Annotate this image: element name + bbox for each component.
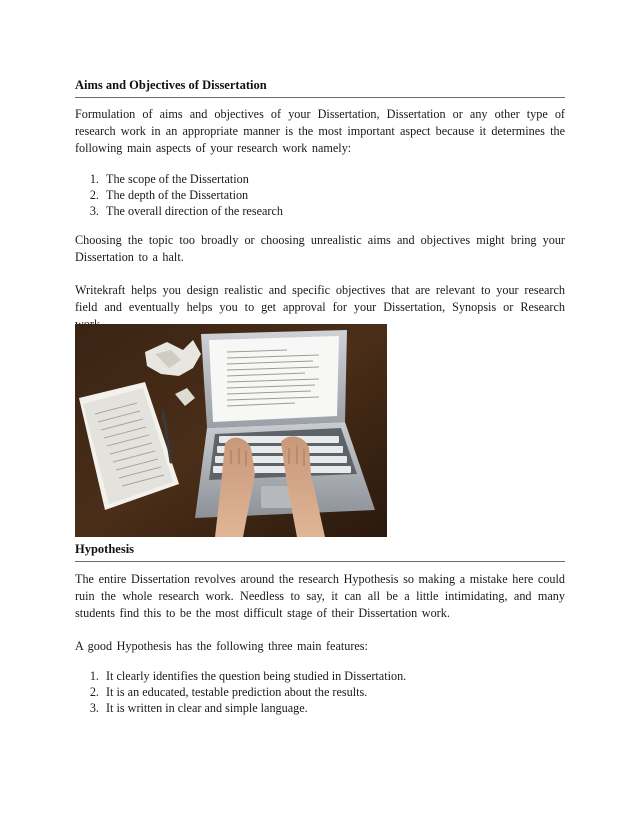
hypothesis-paragraph-2: A good Hypothesis has the following three main features: <box>75 639 368 653</box>
aims-section <box>75 78 565 333</box>
list-item: 2. The depth of the Dissertation <box>102 187 565 203</box>
list-item: 1. It clearly identifies the question being studied in Dissertation. <box>102 668 565 684</box>
list-item: 3. The overall direction of the research <box>102 203 565 219</box>
aims-heading: Aims and Objectives of Dissertation <box>75 78 565 98</box>
aims-intro-paragraph: Formulation of aims and objectives of your Dissertation, Dissertation or any other type of research work in an appropriate manner is the most important aspect because it determines the following main aspects of your research work namely: <box>75 107 565 155</box>
list-item: 1. The scope of the Dissertation <box>102 171 565 187</box>
aims-paragraph-2: Choosing the topic too broadly or choosing unrealistic aims and objectives might bring your Dissertation to a halt. <box>75 233 565 264</box>
list-item: 2. It is an educated, testable prediction about the results. <box>102 684 565 700</box>
hypothesis-list <box>75 668 565 716</box>
hypothesis-heading: Hypothesis <box>75 542 565 562</box>
hypothesis-section <box>75 542 565 716</box>
laptop-typing-photo <box>75 324 387 537</box>
aims-list <box>75 171 565 219</box>
aims-paragraph-3: Writekraft helps you design realistic and specific objectives that are relevant to your research field and eventually helps you to get approval for your Dissertation, Synopsis or Research <box>75 283 565 314</box>
list-item: 3. It is written in clear and simple language. <box>102 700 565 716</box>
hypothesis-intro-paragraph: The entire Dissertation revolves around the research Hypothesis so making a mistake here could ruin the whole research work. Needless to say, it can all be a little intimidating, and many students find this to be the most difficult stage of their Dissertation work. <box>75 572 565 620</box>
